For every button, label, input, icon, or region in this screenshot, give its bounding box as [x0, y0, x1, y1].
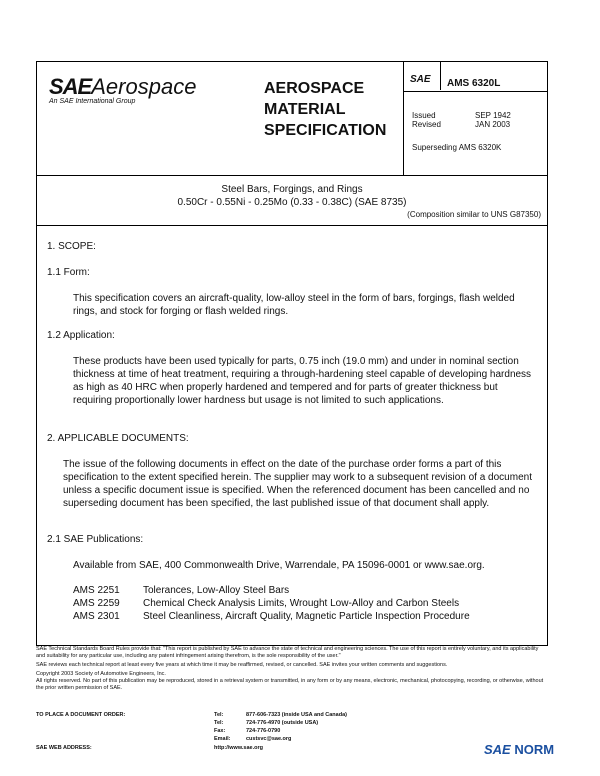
revised-value: JAN 2003 [475, 120, 511, 129]
spec-composition: 0.50Cr - 0.55Ni - 0.25Mo (0.33 - 0.38C) (SAE 8735) [177, 197, 407, 208]
doc-title: Chemical Check Analysis Limits, Wrought Low-Alloy and Carbon Steels [143, 598, 460, 609]
sae-small-logo: SAE [410, 74, 431, 85]
paragraph: This specification covers an aircraft-quality, low-alloy steel in the form of bars, forgings, flash welded rings, and stock for forging or flash welded rings. [73, 293, 515, 317]
issued-value: SEP 1942 [475, 111, 511, 120]
tel-label: Tel: [214, 720, 224, 726]
subsection-heading: 1.1 Form: [47, 267, 90, 278]
tel-label: Tel: [214, 712, 224, 718]
doc-title: Steel Cleanliness, Aircraft Quality, Magnetic Particle Inspection Procedure [143, 611, 470, 622]
paragraph: Available from SAE, 400 Commonwealth Drive, Warrendale, PA 15096-0001 or www.sae.org. [73, 560, 485, 571]
section-heading: 1. SCOPE: [47, 241, 96, 252]
divider [440, 62, 441, 90]
spec-title: Steel Bars, Forgings, and Rings [221, 184, 363, 195]
footer-review: SAE reviews each technical report at least every five years at which time it may be reaffirmed, revised, or cancelled. SAE invites your written comments and suggestions. [36, 662, 448, 668]
fax-label: Fax: [214, 728, 226, 734]
header-box [36, 61, 548, 176]
order-label: TO PLACE A DOCUMENT ORDER: [36, 712, 126, 718]
section-heading: 2. APPLICABLE DOCUMENTS: [47, 433, 189, 444]
fax-number: 724-776-0790 [246, 728, 281, 734]
web-address[interactable]: http://www.sae.org [214, 745, 263, 751]
subsection-heading: 2.1 SAE Publications: [47, 534, 144, 545]
issued-label: Issued [412, 111, 436, 120]
doc-title: Tolerances, Low-Alloy Steel Bars [143, 585, 290, 596]
divider [403, 62, 404, 175]
doc-id: AMS 2259 [73, 598, 120, 609]
footer-notice [36, 646, 548, 694]
doc-id: AMS 2251 [73, 585, 120, 596]
doc-id: AMS 2301 [73, 611, 120, 622]
footer-rules: SAE Technical Standards Board Rules provide that: "This report is published by SAE to advance the state of technical and engineering sciences. The use of this report is entirely voluntary, and its applicability and suitability for any particular use, including any patent infringement arising therefrom, is the sole responsibility of the user." [36, 646, 539, 659]
divider [403, 91, 547, 92]
paragraph: These products have been used typically for parts, 0.75 inch (19.0 mm) and under in nominal section thickness at time of heat treatment, requiring a through-hardening steel capable of developing hardness as high as 40 HRC when properly hardened and tempered and for parts of greater thickness but requiring proportionally lower hardness but usage is not limited to such applications. [73, 356, 532, 406]
document-type-title: AEROSPACE MATERIAL SPECIFICATION [264, 80, 387, 139]
superseding-note: Superseding AMS 6320K [412, 143, 502, 152]
body-box [36, 226, 548, 646]
email-address[interactable]: custsvc@sae.org [246, 736, 292, 742]
title-block [36, 176, 548, 226]
paragraph: The issue of the following documents in effect on the date of the purchase order forms a part of this specification to the extent specified herein. The supplier may work to a subsequent revision of a document unless a specific document issue is specified. When the referenced document has been cancelled and no superseding document has been specified, the last published issue of that document shall apply. [63, 459, 532, 509]
sae-norm-watermark: SAE NORM [484, 742, 555, 757]
web-label: SAE WEB ADDRESS: [36, 745, 92, 751]
ams-number: AMS 6320L [447, 78, 501, 89]
revised-label: Revised [412, 120, 441, 129]
subsection-heading: 1.2 Application: [47, 330, 115, 341]
email-label: Email: [214, 736, 231, 742]
footer-rights: All rights reserved. No part of this publication may be reproduced, stored in a retrieval system or transmitted, in any form or by any means, electronic, mechanical, photocopying, recording, or otherwise, without the prior written permission of SAE. [36, 678, 544, 691]
tel-outside: 724-776-4970 (outside USA) [246, 720, 319, 726]
tel-inside: 877-606-7323 (inside USA and Canada) [246, 712, 347, 718]
footer-copyright: Copyright 2003 Society of Automotive Engineers, Inc. [36, 671, 166, 677]
sae-aerospace-logo: SAEAerospace An SAE International Group [49, 74, 197, 105]
spec-uns-note: (Composition similar to UNS G87350) [407, 210, 541, 219]
